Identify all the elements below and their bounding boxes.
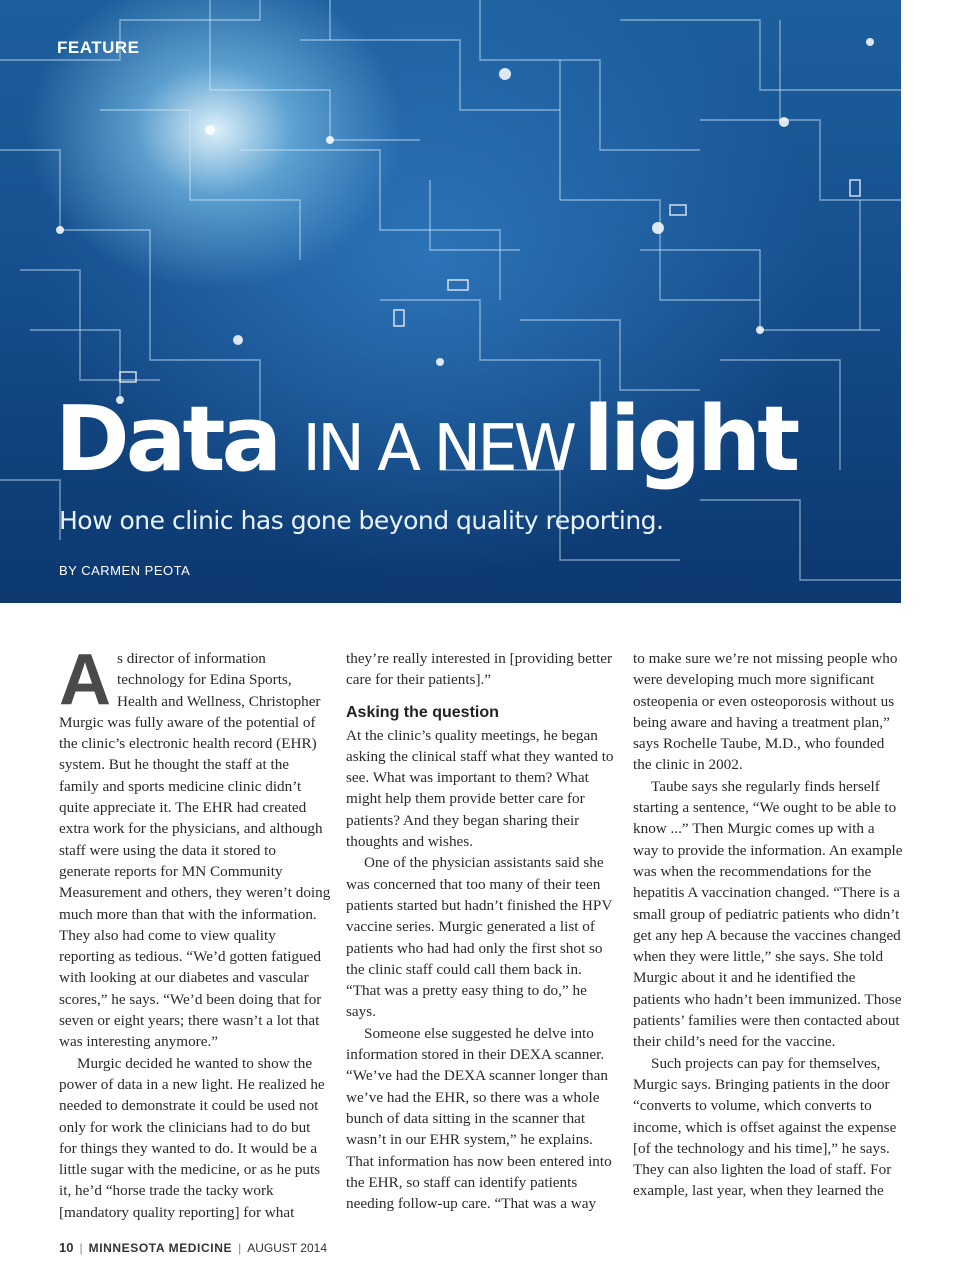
hero-banner [0,0,901,603]
headline-part-in-a-new: IN A NEW [302,412,574,486]
magazine-name: MINNESOTA MEDICINE [88,1241,233,1255]
paragraph: they’re really interested in [providing better care for their patients].” [346,650,613,689]
paragraph: At the clinic’s quality meetings, he began asking the clinical staff what they wanted to see. What was important to them? What might help them provide better care for patients? And they began sharing their thoughts and wishes. [346,726,614,851]
drop-cap: A [59,640,111,720]
paragraph: Taube says she regularly finds herself starting a sentence, “We ought to be able to know ...” Then Murgic comes up with a way to provide the information. An example was when the recommendations for the hepatitis A vaccination changed. “There is a small group of pediatric patients who didn’t get any hep A because the vaccines changed when they were little,” she says. She told Murgic about it and he identified the patients who hadn’t been immunized. Those patients’ families were then contacted about their child’s need for the vaccine. [633,777,903,1051]
headline-part-light: light [583,387,797,492]
page-number: 10 [59,1240,74,1255]
article-column-1 [59,640,331,1223]
paragraph-text: s director of information technology for Edina Sports, Health and Wellness, Christopher Murgic was fully aware of the potential of the clinic’s electronic health record (EHR) system. But he thought the staff at the family and sports medicine clinic didn’t quite appreciate it. The EHR had created extra work for the physicians, and although staff were using the data it stored to generate reports for MN Community Measurement and others, they weren’t doing much more than that with the information. They also had come to view quality reporting as tedious. “We’d gotten fatigued with looking at our diabetes and vascular scores,” he says. “We’d been doing that for seven or eight years; there wasn’t a lot that was interesting anymore.” [59,650,331,1051]
issue-date: AUGUST 2014 [247,1241,328,1255]
article-subhead: How one clinic has gone beyond quality reporting. [59,506,664,535]
paragraph: Murgic decided he wanted to show the power of data in a new light. He realized he needed to demonstrate it could be used not only for work the clinicians had to do but for things they wanted to do. It would be a little sugar with the medicine, or as he puts it, he’d “horse trade the tacky work [mandatory quality reporting] for what [59,1054,325,1221]
byline: BY CARMEN PEOTA [59,563,191,578]
article-headline [55,387,797,492]
section-heading: Asking the question [346,703,499,721]
footer-separator: | [79,1241,83,1255]
paragraph: Someone else suggested he delve into information stored in their DEXA scanner. “We’ve had the DEXA scanner longer than we’ve had the EHR, so there was a whole bunch of data sitting in the scanner that wasn’t in our EHR system,” he explains. That information has now been entered into the EHR, so staff can identify patients needing follow-up care. “That was a way [346,1024,612,1213]
paragraph: to make sure we’re not missing people who were developing much more significant osteopenia or even osteoporosis without us being aware and having a treatment plan,” says Rochelle Taube, M.D., who founded the clinic in 2002. [633,650,898,774]
section-label: FEATURE [57,38,140,57]
page-footer [59,1240,327,1255]
footer-separator: | [238,1241,242,1255]
article-column-2 [346,648,618,1214]
article-column-3 [633,648,903,1202]
paragraph [59,640,331,1053]
paragraph: One of the physician assistants said she was concerned that too many of their teen patients started but hadn’t finished the HPV vaccine series. Murgic generated a list of patients who had had only the first shot so the clinic staff could call them back in. “That was a pretty easy thing to do,” he says. [346,854,613,1021]
paragraph: Such projects can pay for themselves, Murgic says. Bringing patients in the door “converts to volume, which converts to income, which is offset against the expense [of the technology and his time],” he says. They can also lighten the load of staff. For example, last year, when they learned the [633,1054,897,1200]
headline-part-data: Data [55,387,279,492]
